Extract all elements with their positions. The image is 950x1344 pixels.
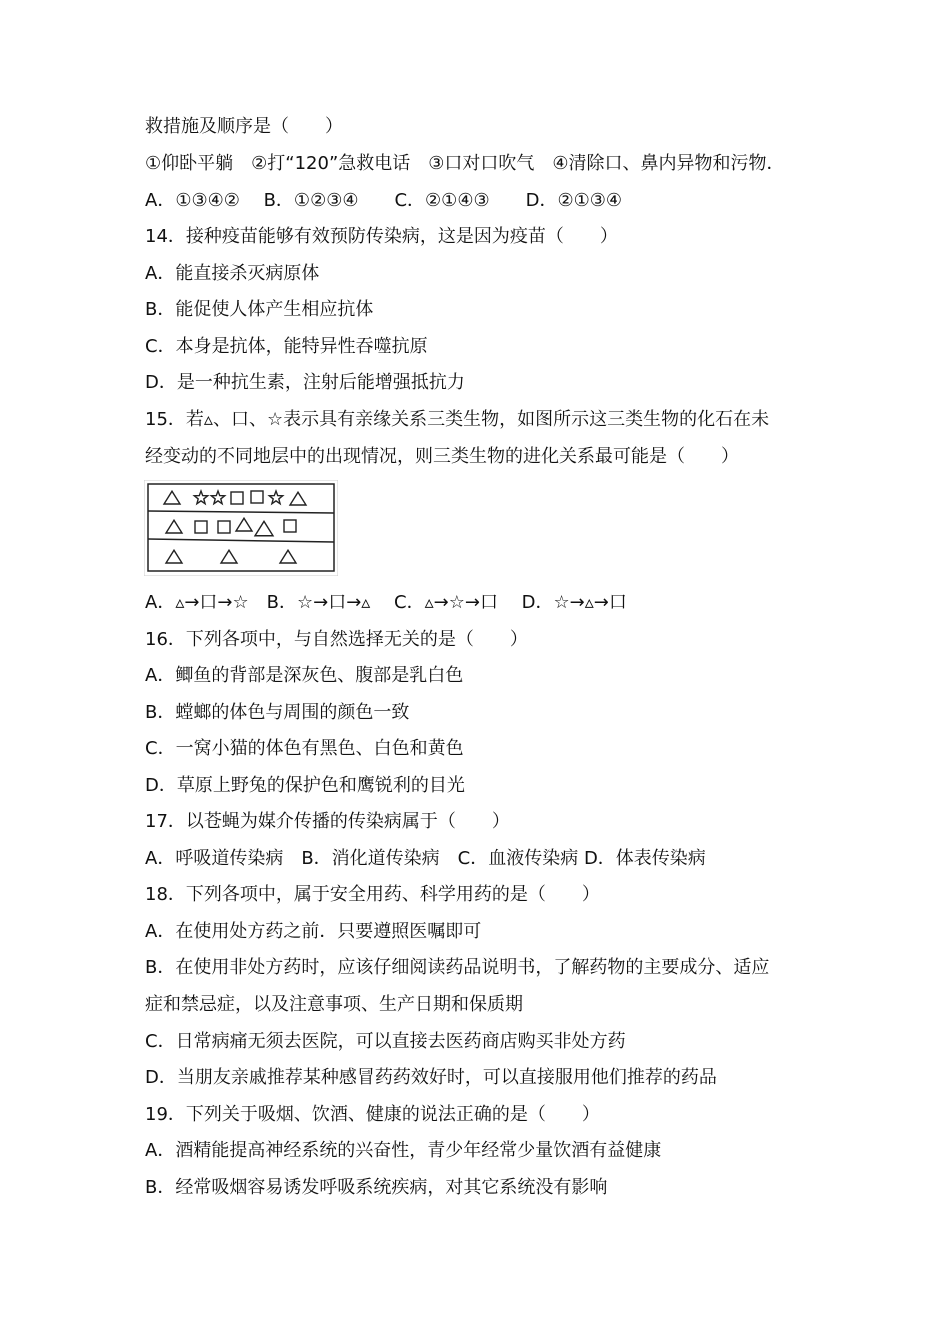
question-16: 16．下列各项中，与自然选择无关的是（ ） — [145, 629, 528, 650]
question-14: 14．接种疫苗能够有效预防传染病，这是因为疫苗（ ） — [145, 226, 618, 247]
option-b: B．能促使人体产生相应抗体 — [145, 299, 374, 320]
option-b: B．螳螂的体色与周围的颜色一致 — [145, 702, 410, 723]
option-a: A．在使用处方药之前．只要遵照医嘱即可 — [145, 921, 482, 942]
option-a: A．能直接杀灭病原体 — [145, 263, 320, 284]
option-b-continued: 症和禁忌症，以及注意事项、生产日期和保质期 — [145, 994, 523, 1015]
option-c: C．一窝小猫的体色有黑色、白色和黄色 — [145, 738, 464, 759]
option-b: B．在使用非处方药时，应该仔细阅读药品说明书，了解药物的主要成分、适应 — [145, 957, 770, 978]
fossil-strata-figure — [144, 480, 338, 576]
question-19: 19．下列关于吸烟、饮酒、健康的说法正确的是（ ） — [145, 1104, 600, 1125]
option-d: D．草原上野兔的保护色和鹰锐利的目光 — [145, 775, 465, 796]
question-18: 18．下列各项中，属于安全用药、科学用药的是（ ） — [145, 884, 600, 905]
option-a: A．酒精能提高神经系统的兴奋性，青少年经常少量饮酒有益健康 — [145, 1140, 662, 1161]
option-d: D．当朋友亲戚推荐某种感冒药药效好时，可以直接服用他们推荐的药品 — [145, 1067, 717, 1088]
option-d: D．是一种抗生素，注射后能增强抵抗力 — [145, 372, 465, 393]
fossil-strata-diagram — [144, 480, 338, 576]
figure-border — [144, 480, 338, 576]
options-17: A．呼吸道传染病 B．消化道传染病 C．血液传染病 D．体表传染病 — [145, 848, 706, 869]
options-15: A．▵→口→☆ B．☆→口→▵ C．▵→☆→口 D．☆→▵→口 — [145, 592, 627, 613]
option-c: C．日常病痛无须去医院，可以直接去医药商店购买非处方药 — [145, 1031, 626, 1052]
option-a: A．鲫鱼的背部是深灰色、腹部是乳白色 — [145, 665, 464, 686]
text-line: 经变动的不同地层中的出现情况，则三类生物的进化关系最可能是（ ） — [145, 446, 739, 467]
question-17: 17．以苍蝇为媒介传播的传染病属于（ ） — [145, 811, 510, 832]
text-line: A．①③④② B．①②③④ C．②①④③ D．②①③④ — [145, 190, 622, 211]
option-c: C．本身是抗体，能特异性吞噬抗原 — [145, 336, 428, 357]
question-15: 15．若▵、口、☆表示具有亲缘关系三类生物，如图所示这三类生物的化石在未 — [145, 409, 770, 430]
text-line: 救措施及顺序是（ ） — [145, 116, 343, 137]
option-b: B．经常吸烟容易诱发呼吸系统疾病，对其它系统没有影响 — [145, 1177, 608, 1198]
text-line: ①仰卧平躺 ②打“120”急救电话 ③口对口吹气 ④清除口、鼻内异物和污物． — [145, 153, 785, 174]
